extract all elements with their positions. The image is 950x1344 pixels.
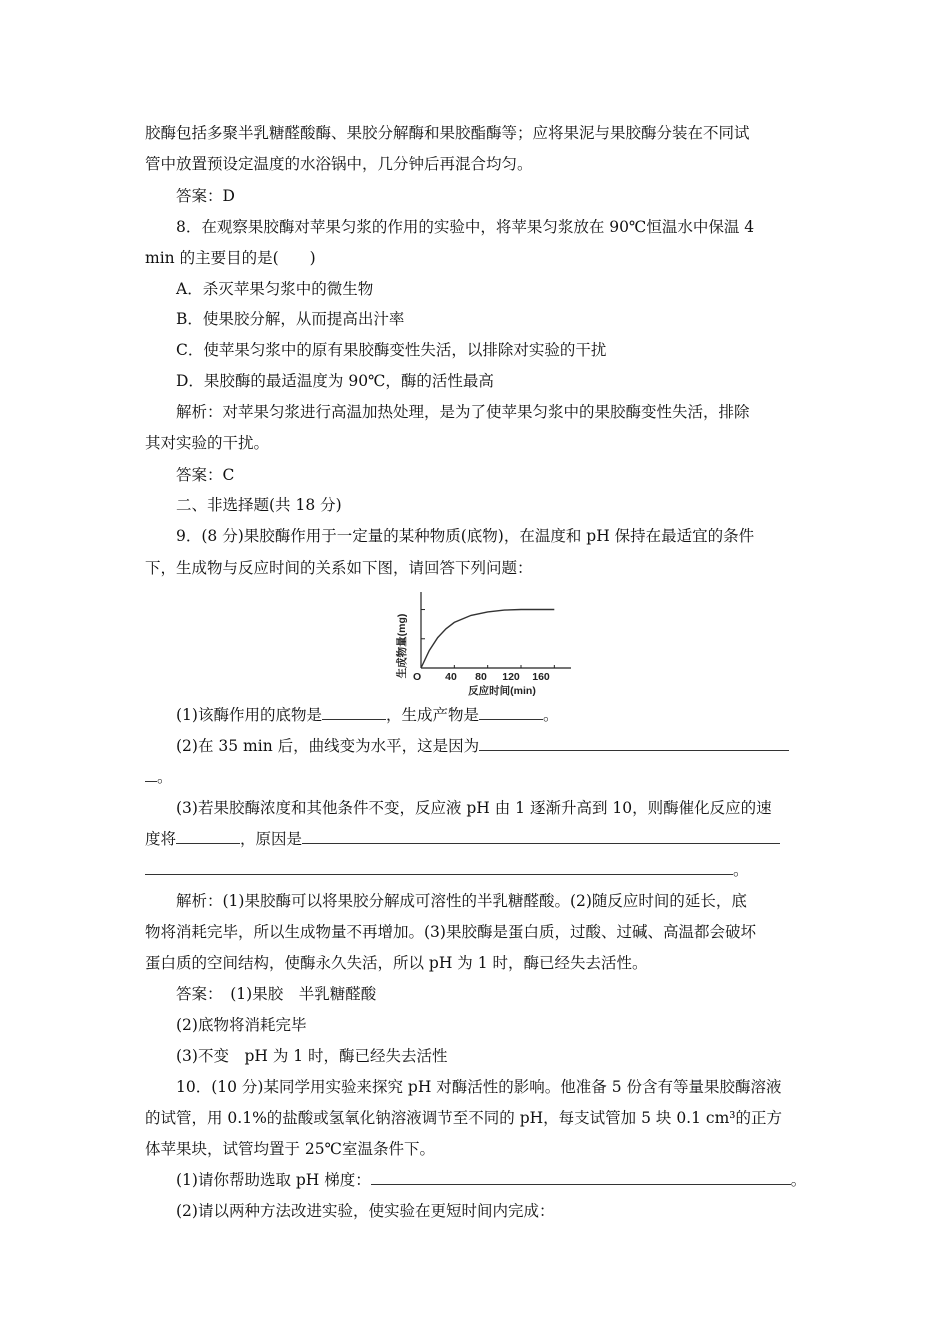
blank-line <box>302 825 780 844</box>
text-line: 度将 ，原因是 <box>145 824 810 855</box>
blank-line <box>371 1166 791 1185</box>
text-line: 体苹果块，试管均置于 25℃室温条件下。 <box>145 1140 435 1158</box>
answer-line: 答案：D <box>176 187 235 205</box>
section-heading: 二、非选择题(共 18 分) <box>176 496 342 514</box>
blank-line <box>145 856 733 875</box>
question-9: 9．(8 分)果胶酶作用于一定量的某种物质(底物)，在温度和 pH 保持在最适宜的条件 <box>176 527 755 545</box>
option-d: D．果胶酶的最适温度为 90℃，酶的活性最高 <box>176 372 494 390</box>
option-c: C．使苹果匀浆中的原有果胶酶变性失活，以排除对实验的干扰 <box>176 341 607 359</box>
blank-line <box>145 763 157 782</box>
text-line: min 的主要目的是( ) <box>145 249 316 267</box>
text-line: 其对实验的干扰。 <box>145 434 270 452</box>
answer-line: (3)不变 pH 为 1 时，酶已经失去活性 <box>176 1047 448 1065</box>
sub-question-1: (1)请你帮助选取 pH 梯度： 。 <box>176 1165 841 1196</box>
blank-line <box>479 701 543 720</box>
text-line: 的试管，用 0.1%的盐酸或氢氧化钠溶液调节至不同的 pH，每支试管加 5 块 0.1 cm³的正方 <box>145 1109 782 1127</box>
chart-xlabel: 反应时间(min) <box>468 685 536 697</box>
text-line: 。 <box>145 762 810 793</box>
chart-xtick-label: 40 <box>445 671 457 683</box>
sub-question-1: (1)该酶作用的底物是 ，生成产物是 。 <box>176 700 841 731</box>
chart-xtick-label: 80 <box>475 671 487 683</box>
chart-series-line <box>421 610 554 669</box>
chart-plot-area <box>421 592 571 668</box>
sub-question-2: (2)请以两种方法改进实验，使实验在更短时间内完成： <box>176 1202 555 1220</box>
sub-question-3: (3)若果胶酶浓度和其他条件不变，反应液 pH 由 1 逐渐升高到 10，则酶催化反应的速 <box>176 799 772 817</box>
answer-line: 答案：C <box>176 466 235 484</box>
chart-origin-label: O <box>413 671 422 683</box>
option-a: A．杀灭苹果匀浆中的微生物 <box>176 280 374 298</box>
analysis-line: 解析：对苹果匀浆进行高温加热处理，是为了使苹果匀浆中的果胶酶变性失活，排除 <box>176 403 750 421</box>
blank-line <box>176 825 240 844</box>
option-b: B．使果胶分解，从而提高出汁率 <box>176 310 405 328</box>
blank-line <box>322 701 386 720</box>
question-10: 10．(10 分)某同学用实验来探究 pH 对酶活性的影响。他准备 5 份含有等量果胶酶溶液 <box>176 1078 782 1096</box>
question-8: 8．在观察果胶酶对苹果匀浆的作用的实验中，将苹果匀浆放在 90℃恒温水中保温 4 <box>176 218 755 236</box>
text-line: 。 <box>145 855 810 886</box>
analysis-line: 解析：(1)果胶酶可以将果胶分解成可溶性的半乳糖醛酸。(2)随反应时间的延长，底 <box>176 892 747 910</box>
chart-ylabel: 生成物量(mg) <box>396 613 408 679</box>
text-line: 蛋白质的空间结构，使酶永久失活，所以 pH 为 1 时，酶已经失去活性。 <box>145 954 648 972</box>
text-line: 管中放置预设定温度的水浴锅中，几分钟后再混合均匀。 <box>145 155 533 173</box>
answer-line: (2)底物将消耗完毕 <box>176 1016 307 1034</box>
text-line: 胶酶包括多聚半乳糖醛酸酶、果胶分解酶和果胶酯酶等；应将果泥与果胶酶分装在不同试 <box>145 124 750 142</box>
blank-line <box>479 732 789 751</box>
chart-xtick-label: 120 <box>502 671 520 683</box>
reaction-chart <box>395 588 585 700</box>
chart-xtick-label: 160 <box>532 671 550 683</box>
sub-question-2: (2)在 35 min 后，曲线变为水平，这是因为 <box>176 731 841 762</box>
text-line: 物将消耗完毕，所以生成物量不再增加。(3)果胶酶是蛋白质，过酸、过碱、高温都会破坏 <box>145 923 756 941</box>
answer-line: 答案： (1)果胶 半乳糖醛酸 <box>176 985 377 1003</box>
text-line: 下，生成物与反应时间的关系如下图，请回答下列问题： <box>145 559 533 577</box>
